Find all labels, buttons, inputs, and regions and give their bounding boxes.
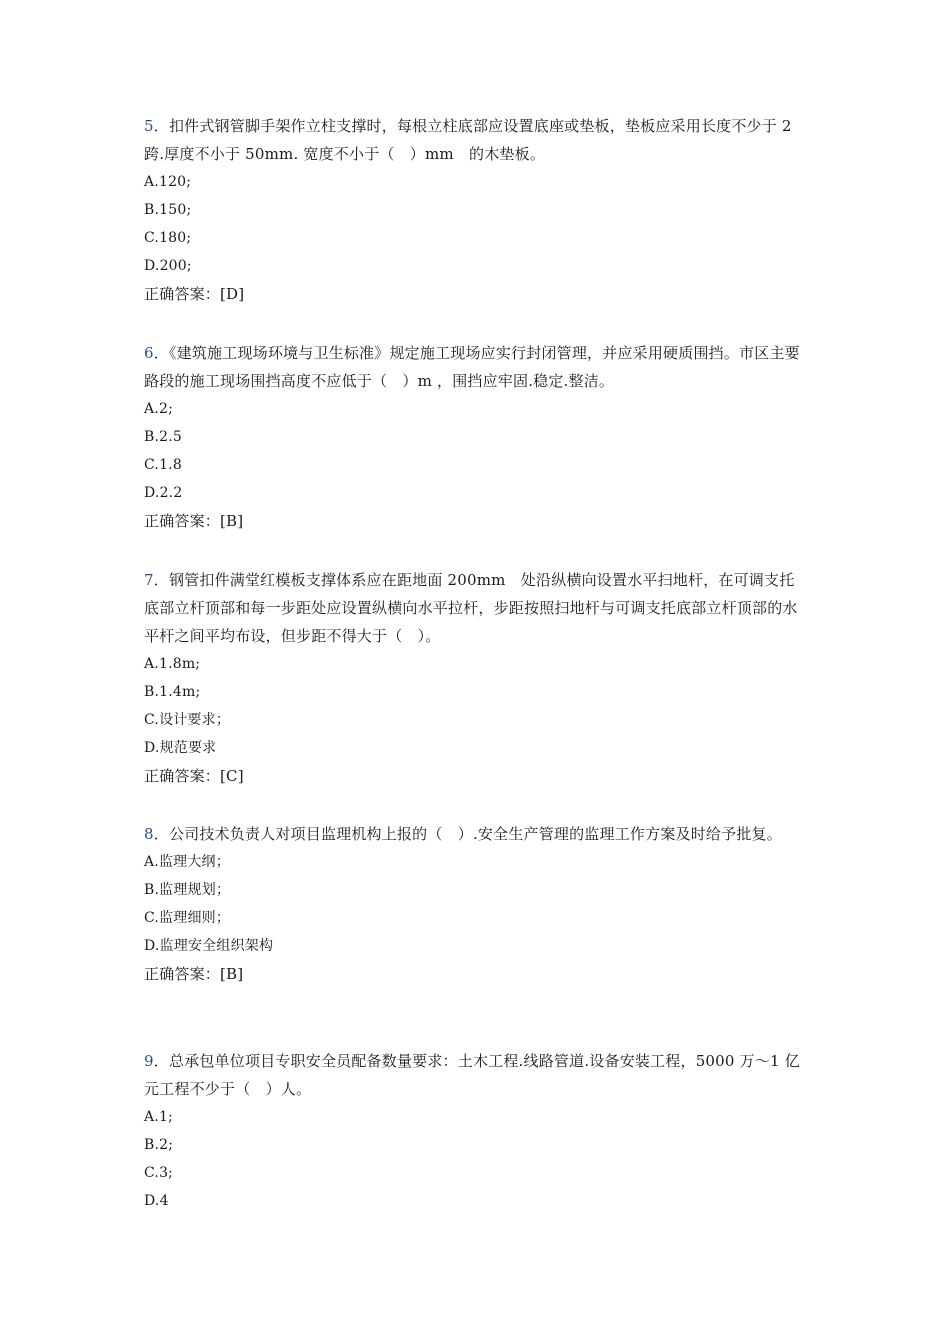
question-6 xyxy=(144,339,809,535)
question-number: 5 xyxy=(144,117,154,135)
option-a: A.1.8m; xyxy=(144,656,201,672)
question-number: 7 xyxy=(144,571,154,589)
option-d: D.4 xyxy=(144,1193,169,1209)
question-stem: 7．钢管扣件满堂红模板支撑体系应在距地面 200mm 处沿纵横向设置水平扫地杆，在可调支托底部立杆顶部和每一步距处应设置纵横向水平拉杆，步距按照扫地杆与可调支托底部立杆顶部的水平杆之间平均布设，但步距不得大于（ ）。 xyxy=(144,571,798,645)
correct-answer: 正确答案：[B] xyxy=(144,965,244,983)
correct-answer: 正确答案：[C] xyxy=(144,767,244,785)
option-a: A.2; xyxy=(144,401,173,417)
option-a: A.监理大纲； xyxy=(144,854,230,870)
option-c: C.3; xyxy=(144,1165,174,1181)
question-text: 钢管扣件满堂红模板支撑体系应在距地面 200mm 处沿纵横向设置水平扫地杆，在可调支托底部立杆顶部和每一步距处应设置纵横向水平拉杆，步距按照扫地杆与可调支托底部立杆顶部的水平杆之间平均布设，但步距不得大于（ ）。 xyxy=(144,571,798,645)
question-9 xyxy=(144,1047,809,1215)
option-b: B.1.4m; xyxy=(144,684,201,700)
question-text: 扣件式钢管脚手架作立柱支撑时，每根立柱底部应设置底座或垫板，垫板应采用长度不少于 2 跨.厚度不小于 50mm. 宽度不小于（ ）mm 的木垫板。 xyxy=(144,117,792,163)
question-number: 9 xyxy=(144,1052,154,1070)
question-text: 《建筑施工现场环境与卫生标准》规定施工现场应实行封闭管理，并应采用硬质围挡。市区主要路段的施工现场围挡高度不应低于（ ）m ，围挡应牢固.稳定.整洁。 xyxy=(144,344,800,390)
question-stem: 8．公司技术负责人对项目监理机构上报的（ ）.安全生产管理的监理工作方案及时给予批复。 xyxy=(144,825,782,843)
option-a: A.120; xyxy=(144,174,192,190)
option-d: D.2.2 xyxy=(144,485,183,501)
correct-answer: 正确答案：[D] xyxy=(144,285,245,303)
option-b: B.2; xyxy=(144,1137,174,1153)
question-stem: 6．《建筑施工现场环境与卫生标准》规定施工现场应实行封闭管理，并应采用硬质围挡。市区主要路段的施工现场围挡高度不应低于（ ）m ，围挡应牢固.稳定.整洁。 xyxy=(144,344,800,390)
option-b: B.2.5 xyxy=(144,429,183,445)
question-text: 总承包单位项目专职安全员配备数量要求：土木工程.线路管道.设备安装工程，5000 万～1 亿元工程不少于（ ）人。 xyxy=(144,1052,800,1098)
option-b: B.监理规划； xyxy=(144,882,231,898)
question-stem: 5．扣件式钢管脚手架作立柱支撑时，每根立柱底部应设置底座或垫板，垫板应采用长度不少于 2 跨.厚度不小于 50mm. 宽度不小于（ ）mm 的木垫板。 xyxy=(144,117,792,163)
question-7 xyxy=(144,566,809,790)
option-c: C.设计要求； xyxy=(144,712,231,728)
question-8 xyxy=(144,820,809,988)
option-c: C.监理细则； xyxy=(144,910,231,926)
option-c: C.1.8 xyxy=(144,457,182,473)
option-c: C.180; xyxy=(144,230,192,246)
option-d: D.监理安全组织架构 xyxy=(144,938,274,954)
question-text: 公司技术负责人对项目监理机构上报的（ ）.安全生产管理的监理工作方案及时给予批复。 xyxy=(168,825,782,843)
correct-answer: 正确答案：[B] xyxy=(144,512,244,530)
option-d: D.200; xyxy=(144,258,192,274)
question-number: 8 xyxy=(144,825,154,843)
option-b: B.150; xyxy=(144,202,192,218)
option-a: A.1; xyxy=(144,1109,173,1125)
question-5 xyxy=(144,112,809,308)
question-number: 6 xyxy=(144,344,154,362)
question-stem: 9．总承包单位项目专职安全员配备数量要求：土木工程.线路管道.设备安装工程，5000 万～1 亿元工程不少于（ ）人。 xyxy=(144,1052,800,1098)
option-d: D.规范要求 xyxy=(144,740,217,756)
